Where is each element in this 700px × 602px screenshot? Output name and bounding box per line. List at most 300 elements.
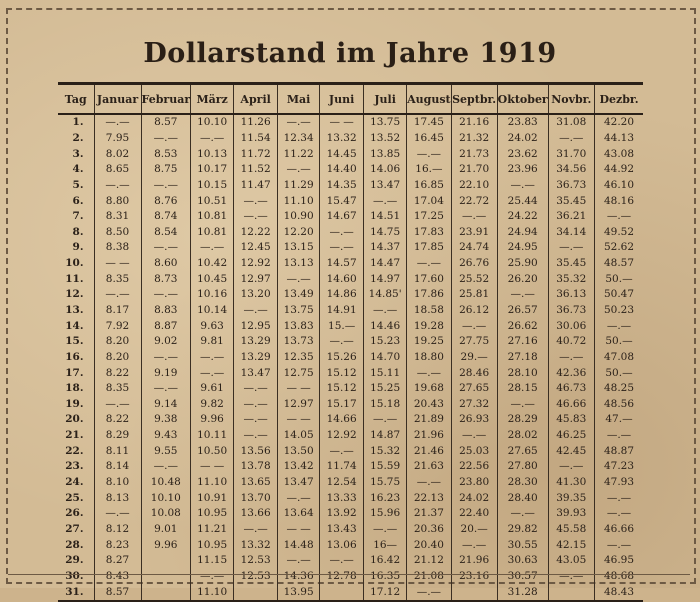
rate-cell: 10.13 bbox=[191, 146, 234, 162]
day-cell: 23. bbox=[65, 460, 84, 473]
rate-cell: 14.46 bbox=[364, 318, 407, 334]
rate-cell: 20.— bbox=[451, 522, 497, 538]
rate-cell: 14.67 bbox=[320, 209, 364, 225]
rate-cell: 8.20 bbox=[94, 350, 141, 366]
rate-cell: 47.93 bbox=[594, 475, 643, 491]
rate-cell: 22.40 bbox=[451, 506, 497, 522]
table-row bbox=[58, 287, 643, 303]
rate-cell: 13.56 bbox=[234, 443, 278, 459]
rate-cell: 11.54 bbox=[234, 131, 278, 147]
rate-cell: 8.17 bbox=[94, 303, 141, 319]
rate-cell: 16.85 bbox=[407, 178, 452, 194]
rate-cell: 8.27 bbox=[94, 553, 141, 569]
rate-cell: 46.73 bbox=[548, 381, 594, 397]
rate-cell: 13.83 bbox=[278, 318, 320, 334]
day-cell: 2. bbox=[72, 131, 84, 144]
rate-cell: —.— bbox=[364, 522, 407, 538]
rate-cell: 17.25 bbox=[407, 209, 452, 225]
rate-cell: 10.15 bbox=[191, 178, 234, 194]
rate-cell: 45.83 bbox=[548, 412, 594, 428]
rate-cell: 19.28 bbox=[407, 318, 452, 334]
rate-cell: —.— bbox=[407, 365, 452, 381]
rate-cell: 22.13 bbox=[407, 490, 452, 506]
rate-cell: 31.28 bbox=[497, 584, 548, 601]
exchange-rate-table bbox=[58, 82, 643, 602]
rate-cell: —.— bbox=[94, 287, 141, 303]
rate-cell: 9.02 bbox=[141, 334, 191, 350]
rate-cell: 22.56 bbox=[451, 459, 497, 475]
rate-cell: 17.83 bbox=[407, 224, 452, 240]
rate-cell: —.— bbox=[594, 318, 643, 334]
rate-cell: —.— bbox=[234, 381, 278, 397]
rate-cell: 13.43 bbox=[320, 522, 364, 538]
day-cell: 8. bbox=[72, 225, 84, 238]
rate-cell: 21.16 bbox=[451, 114, 497, 131]
rate-cell: 13.75 bbox=[364, 114, 407, 131]
rate-cell: 9.63 bbox=[191, 318, 234, 334]
rate-cell: 8.76 bbox=[141, 193, 191, 209]
rate-cell: 10.95 bbox=[191, 537, 234, 553]
rate-cell: 19.68 bbox=[407, 381, 452, 397]
column-header: August bbox=[407, 84, 452, 115]
rate-cell: 15.18 bbox=[364, 397, 407, 413]
table-row bbox=[58, 162, 643, 178]
rate-cell: 13.42 bbox=[278, 459, 320, 475]
rate-cell: 26.62 bbox=[497, 318, 548, 334]
rate-cell: 15.— bbox=[320, 318, 364, 334]
rate-cell: 12.22 bbox=[234, 224, 278, 240]
rate-cell: 12.97 bbox=[278, 397, 320, 413]
rate-cell: 15.32 bbox=[364, 443, 407, 459]
rate-cell: 15.59 bbox=[364, 459, 407, 475]
rate-cell: 24.02 bbox=[497, 131, 548, 147]
rate-cell: 34.14 bbox=[548, 224, 594, 240]
rate-cell: 12.53 bbox=[234, 569, 278, 585]
rate-cell: —.— bbox=[141, 178, 191, 194]
rate-cell bbox=[141, 553, 191, 569]
rate-cell: 14.37 bbox=[364, 240, 407, 256]
rate-cell: 10.95 bbox=[191, 506, 234, 522]
rate-cell: 8.65 bbox=[94, 162, 141, 178]
rate-cell bbox=[234, 584, 278, 601]
day-cell: 12. bbox=[65, 288, 84, 301]
day-cell: 27. bbox=[65, 522, 84, 535]
rate-cell: 28.29 bbox=[497, 412, 548, 428]
rate-cell: 13.65 bbox=[234, 475, 278, 491]
day-cell: 25. bbox=[65, 491, 84, 504]
column-header: Septbr. bbox=[451, 84, 497, 115]
rate-cell: 13.47 bbox=[234, 365, 278, 381]
rate-cell: 8.38 bbox=[94, 240, 141, 256]
table-row bbox=[58, 178, 643, 194]
rate-cell: 8.20 bbox=[94, 334, 141, 350]
rate-cell: 16.42 bbox=[364, 553, 407, 569]
rate-cell: 9.82 bbox=[191, 397, 234, 413]
rate-cell: 50.47 bbox=[594, 287, 643, 303]
column-header: Januar bbox=[94, 84, 141, 115]
rate-cell: 8.53 bbox=[141, 146, 191, 162]
day-cell: 31. bbox=[58, 584, 94, 601]
rate-cell: 7.95 bbox=[94, 131, 141, 147]
rate-cell: 13.29 bbox=[234, 334, 278, 350]
day-cell: 5. bbox=[72, 178, 84, 191]
column-header: Dezbr. bbox=[594, 84, 643, 115]
rate-cell: 20.40 bbox=[407, 537, 452, 553]
rate-cell: 9.81 bbox=[191, 334, 234, 350]
rate-cell: 14.87 bbox=[364, 428, 407, 444]
rate-cell: 14.05 bbox=[278, 428, 320, 444]
rate-cell: 8.73 bbox=[141, 271, 191, 287]
rate-cell bbox=[320, 584, 364, 601]
rate-cell: 35.32 bbox=[548, 271, 594, 287]
rate-cell: 8.74 bbox=[141, 209, 191, 225]
rate-cell: 9.96 bbox=[141, 537, 191, 553]
rate-cell: 11.47 bbox=[234, 178, 278, 194]
rate-cell: 11.10 bbox=[191, 584, 234, 601]
rate-cell: 15.12 bbox=[320, 365, 364, 381]
day-cell: 19. bbox=[65, 397, 84, 410]
rate-cell: 27.80 bbox=[497, 459, 548, 475]
rate-cell: 42.36 bbox=[548, 365, 594, 381]
rate-cell: —.— bbox=[191, 131, 234, 147]
rate-cell: 36.73 bbox=[548, 178, 594, 194]
rate-cell: 13.15 bbox=[278, 240, 320, 256]
table-row bbox=[58, 553, 643, 569]
column-header: April bbox=[234, 84, 278, 115]
rate-cell: 13.85 bbox=[364, 146, 407, 162]
rate-cell: 20.43 bbox=[407, 397, 452, 413]
rate-cell: 47.23 bbox=[594, 459, 643, 475]
rate-cell: 45.58 bbox=[548, 522, 594, 538]
rate-cell: —.— bbox=[278, 553, 320, 569]
rate-cell: 11.15 bbox=[191, 553, 234, 569]
rate-cell: 31.08 bbox=[548, 114, 594, 131]
rate-cell: 43.08 bbox=[594, 146, 643, 162]
rate-cell: 11.29 bbox=[278, 178, 320, 194]
rate-cell: 23.83 bbox=[497, 114, 548, 131]
rate-cell: 13.47 bbox=[278, 475, 320, 491]
rate-cell: — — bbox=[278, 522, 320, 538]
rate-cell: 28.30 bbox=[497, 475, 548, 491]
rate-cell: 13.29 bbox=[234, 350, 278, 366]
rate-cell: 11.10 bbox=[278, 193, 320, 209]
day-cell: 9. bbox=[72, 241, 84, 254]
rate-cell: 14.36 bbox=[278, 569, 320, 585]
rate-cell: 12.75 bbox=[278, 365, 320, 381]
rate-cell: 8.60 bbox=[141, 256, 191, 272]
rate-cell: 24.94 bbox=[497, 224, 548, 240]
rate-cell: 48.56 bbox=[594, 397, 643, 413]
rate-cell: 21.12 bbox=[407, 553, 452, 569]
rate-cell: 12.45 bbox=[234, 240, 278, 256]
rate-cell: —.— bbox=[548, 459, 594, 475]
day-cell: 16. bbox=[65, 350, 84, 363]
rate-cell: 14.86 bbox=[320, 287, 364, 303]
table-row bbox=[58, 397, 643, 413]
rate-cell: 27.75 bbox=[451, 334, 497, 350]
rate-cell: 52.62 bbox=[594, 240, 643, 256]
rate-cell: 35.45 bbox=[548, 193, 594, 209]
rate-cell: 42.20 bbox=[594, 114, 643, 131]
day-cell: 15. bbox=[65, 335, 84, 348]
rate-cell: 10.45 bbox=[191, 271, 234, 287]
rate-cell: 14.85' bbox=[364, 287, 407, 303]
rate-cell: 10.42 bbox=[191, 256, 234, 272]
rate-cell: 22.10 bbox=[451, 178, 497, 194]
rate-cell: 21.63 bbox=[407, 459, 452, 475]
rate-cell: 8.87 bbox=[141, 318, 191, 334]
rate-cell: 9.01 bbox=[141, 522, 191, 538]
rate-cell: 13.47 bbox=[364, 178, 407, 194]
rate-cell: 13.92 bbox=[320, 506, 364, 522]
rate-cell: 27.32 bbox=[451, 397, 497, 413]
day-cell: 18. bbox=[65, 382, 84, 395]
rate-cell: 13.06 bbox=[320, 537, 364, 553]
rate-cell: —.— bbox=[451, 318, 497, 334]
rate-cell: 10.81 bbox=[191, 224, 234, 240]
table-row bbox=[58, 114, 643, 131]
rate-cell: 30.63 bbox=[497, 553, 548, 569]
rate-cell: 31.70 bbox=[548, 146, 594, 162]
rate-cell: 26.57 bbox=[497, 303, 548, 319]
rate-cell: —.— bbox=[278, 490, 320, 506]
rate-cell: 10.50 bbox=[191, 443, 234, 459]
rate-cell: 13.32 bbox=[320, 131, 364, 147]
table-row bbox=[58, 537, 643, 553]
rate-cell: 49.52 bbox=[594, 224, 643, 240]
rate-cell: 17.85 bbox=[407, 240, 452, 256]
rate-cell: 46.10 bbox=[594, 178, 643, 194]
rate-cell: —.— bbox=[141, 381, 191, 397]
rate-cell: —.— bbox=[141, 350, 191, 366]
rate-cell: 25.90 bbox=[497, 256, 548, 272]
rate-cell: 34.56 bbox=[548, 162, 594, 178]
rate-cell: 36.21 bbox=[548, 209, 594, 225]
rate-cell: 15.96 bbox=[364, 506, 407, 522]
table-row bbox=[58, 475, 643, 491]
rate-cell: —.— bbox=[320, 443, 364, 459]
rate-cell: —.— bbox=[497, 178, 548, 194]
rate-cell: 21.73 bbox=[451, 146, 497, 162]
rate-cell: 8.80 bbox=[94, 193, 141, 209]
rate-cell: —.— bbox=[497, 506, 548, 522]
day-cell: 13. bbox=[65, 304, 84, 316]
rate-cell: 15.12 bbox=[320, 381, 364, 397]
column-header: März bbox=[191, 84, 234, 115]
rate-cell: 8.57 bbox=[141, 114, 191, 131]
rate-cell: 12.53 bbox=[234, 553, 278, 569]
rate-cell: 8.83 bbox=[141, 303, 191, 319]
rate-cell: 8.02 bbox=[94, 146, 141, 162]
rate-cell: 13.13 bbox=[278, 256, 320, 272]
rate-cell: 12.97 bbox=[234, 271, 278, 287]
table-row bbox=[58, 459, 643, 475]
rate-cell: —.— bbox=[278, 114, 320, 131]
rate-cell: 13.33 bbox=[320, 490, 364, 506]
rate-cell: 9.38 bbox=[141, 412, 191, 428]
rate-cell: 15.26 bbox=[320, 350, 364, 366]
rate-cell: —.— bbox=[548, 240, 594, 256]
day-cell: 21. bbox=[65, 429, 84, 442]
table-row bbox=[58, 522, 643, 538]
rate-cell: —.— bbox=[497, 287, 548, 303]
rate-cell: —.— bbox=[234, 303, 278, 319]
rate-cell: —.— bbox=[141, 240, 191, 256]
rate-cell: 25.52 bbox=[451, 271, 497, 287]
rate-cell: 22.72 bbox=[451, 193, 497, 209]
rate-cell: 10.10 bbox=[191, 114, 234, 131]
day-cell: 26. bbox=[65, 507, 84, 520]
rate-cell: 9.61 bbox=[191, 381, 234, 397]
rate-cell: —.— bbox=[594, 209, 643, 225]
column-header: Juni bbox=[320, 84, 364, 115]
rate-cell: 10.14 bbox=[191, 303, 234, 319]
rate-cell: 17.12 bbox=[364, 584, 407, 601]
rate-cell: 47.— bbox=[594, 412, 643, 428]
rate-cell: 15.47 bbox=[320, 193, 364, 209]
rate-cell: —.— bbox=[94, 114, 141, 131]
rate-cell: 41.30 bbox=[548, 475, 594, 491]
rate-cell: 35.45 bbox=[548, 256, 594, 272]
rate-cell: —.— bbox=[407, 584, 452, 601]
rate-cell: 8.11 bbox=[94, 443, 141, 459]
rate-cell bbox=[141, 569, 191, 585]
rate-cell: —.— bbox=[364, 412, 407, 428]
table-row bbox=[58, 303, 643, 319]
rate-cell: 13.73 bbox=[278, 334, 320, 350]
rate-cell: — — bbox=[94, 256, 141, 272]
rate-cell: —.— bbox=[278, 271, 320, 287]
rate-cell: 44.92 bbox=[594, 162, 643, 178]
rate-cell: —.— bbox=[594, 490, 643, 506]
day-cell: 1. bbox=[72, 116, 84, 129]
rate-cell: —.— bbox=[320, 334, 364, 350]
rate-cell: —.— bbox=[191, 569, 234, 585]
rate-cell: 11.26 bbox=[234, 114, 278, 131]
rate-cell: 27.18 bbox=[497, 350, 548, 366]
rate-cell: 17.45 bbox=[407, 114, 452, 131]
table-row bbox=[58, 365, 643, 381]
rate-cell: 8.43 bbox=[94, 569, 141, 585]
rate-cell: 42.15 bbox=[548, 537, 594, 553]
rate-cell: —.— bbox=[451, 209, 497, 225]
rate-cell: —.— bbox=[407, 475, 452, 491]
rate-cell: 8.31 bbox=[94, 209, 141, 225]
table-row bbox=[58, 443, 643, 459]
rate-cell: 39.35 bbox=[548, 490, 594, 506]
rate-cell: 48.87 bbox=[594, 443, 643, 459]
rate-cell: 10.48 bbox=[141, 475, 191, 491]
rate-cell: 24.02 bbox=[451, 490, 497, 506]
rate-cell: 27.65 bbox=[497, 443, 548, 459]
rate-cell: 48.43 bbox=[594, 584, 643, 601]
rate-cell: — — bbox=[191, 459, 234, 475]
rate-cell: 44.13 bbox=[594, 131, 643, 147]
table-row bbox=[58, 490, 643, 506]
rate-cell: 29.82 bbox=[497, 522, 548, 538]
rate-cell: 12.54 bbox=[320, 475, 364, 491]
rate-cell: 15.75 bbox=[364, 475, 407, 491]
rate-cell: 23.96 bbox=[497, 162, 548, 178]
rate-cell: 28.15 bbox=[497, 381, 548, 397]
rate-cell: 16.45 bbox=[407, 131, 452, 147]
column-header: Novbr. bbox=[548, 84, 594, 115]
rate-cell: 14.51 bbox=[364, 209, 407, 225]
rate-cell: —.— bbox=[234, 193, 278, 209]
day-cell: 4. bbox=[72, 163, 84, 176]
bottom-rule bbox=[8, 574, 690, 575]
day-cell: 3. bbox=[72, 147, 84, 160]
rate-cell: 14.91 bbox=[320, 303, 364, 319]
rate-cell bbox=[141, 584, 191, 601]
rate-cell: 9.55 bbox=[141, 443, 191, 459]
rate-cell: —.— bbox=[94, 397, 141, 413]
rate-cell bbox=[451, 584, 497, 601]
rate-cell: 27.65 bbox=[451, 381, 497, 397]
rate-cell: 10.90 bbox=[278, 209, 320, 225]
rate-cell: 24.95 bbox=[497, 240, 548, 256]
rate-cell: 8.57 bbox=[94, 584, 141, 601]
rate-cell: 14.60 bbox=[320, 271, 364, 287]
rate-cell: 8.13 bbox=[94, 490, 141, 506]
rate-cell: 21.08 bbox=[407, 569, 452, 585]
table-row bbox=[58, 271, 643, 287]
rate-cell: 18.80 bbox=[407, 350, 452, 366]
rate-cell: 11.72 bbox=[234, 146, 278, 162]
rate-cell: 14.45 bbox=[320, 146, 364, 162]
rate-cell: —.— bbox=[94, 506, 141, 522]
rate-cell: 21.89 bbox=[407, 412, 452, 428]
rate-cell: 23.62 bbox=[497, 146, 548, 162]
rate-cell: 50.23 bbox=[594, 303, 643, 319]
rate-cell: 30.06 bbox=[548, 318, 594, 334]
rate-cell: 13.75 bbox=[278, 303, 320, 319]
rate-cell: 13.50 bbox=[278, 443, 320, 459]
table-row bbox=[58, 146, 643, 162]
rate-cell: 14.48 bbox=[278, 537, 320, 553]
rate-cell: —.— bbox=[234, 428, 278, 444]
rate-cell: —.— bbox=[141, 131, 191, 147]
rate-cell: 16— bbox=[364, 537, 407, 553]
rate-cell: 10.10 bbox=[141, 490, 191, 506]
rate-cell: 12.20 bbox=[278, 224, 320, 240]
rate-cell: 30.57 bbox=[497, 569, 548, 585]
rate-cell bbox=[548, 584, 594, 601]
rate-cell: 14.35 bbox=[320, 178, 364, 194]
rate-cell: 48.16 bbox=[594, 193, 643, 209]
rate-cell: — — bbox=[278, 381, 320, 397]
rate-cell: 25.44 bbox=[497, 193, 548, 209]
rate-cell: —.— bbox=[141, 287, 191, 303]
rate-cell: —.— bbox=[191, 350, 234, 366]
day-cell: 22. bbox=[65, 444, 84, 457]
rate-cell: —.— bbox=[234, 412, 278, 428]
rate-cell: 27.16 bbox=[497, 334, 548, 350]
rate-cell: 11.21 bbox=[191, 522, 234, 538]
day-cell: 10. bbox=[65, 257, 84, 270]
rate-cell: 21.70 bbox=[451, 162, 497, 178]
rate-cell: 26.12 bbox=[451, 303, 497, 319]
rate-cell: 11.52 bbox=[234, 162, 278, 178]
rate-cell: 13.20 bbox=[234, 287, 278, 303]
rate-cell: 48.68 bbox=[594, 569, 643, 585]
rate-cell: 17.04 bbox=[407, 193, 452, 209]
rate-cell: 8.50 bbox=[94, 224, 141, 240]
column-header: Tag bbox=[58, 84, 94, 115]
day-cell: 20. bbox=[65, 413, 84, 426]
rate-cell: 14.06 bbox=[364, 162, 407, 178]
rate-cell: —.— bbox=[548, 569, 594, 585]
